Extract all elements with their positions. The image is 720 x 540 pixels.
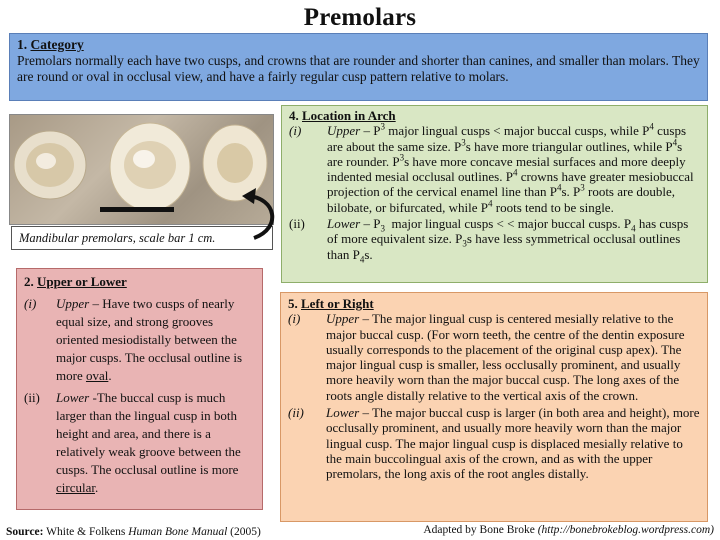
location-box [281,105,708,283]
left-right-upper-item: (i) Upper – The major lingual cusp is centered mesially relative to the major buccal cusp. (For worn teeth, the centre of the dentin exposure usually corresponds to the placement of the original cusp apex). The major lingual cusp is smaller, less occlusally prominent, and usually more heavily worn than the major buccal cusp. The long axes of the roots angle distally relative to the vertical axis of the crown. [288,311,685,403]
category-text: Premolars normally each have two cusps, and crowns that are rounder and shorter than canines, and smaller than molars. They are round or oval in occlusal view, and have a fairly regular cusp pattern relative to molars. [17,53,700,84]
adapted-credit: Adapted by Bone Broke (http://bonebrokeblog.wordpress.com) [423,524,714,536]
page-title: Premolars [303,4,417,31]
location-lower-item: (ii) Lower – $P_3$ major lingual cusps < < major buccal cusps. $P_4$ has cusps of more equivalent size. $P_3s$ have less symmetrical occlusal outlines than $P_4s$. [289,216,689,265]
teeth-illustration [10,115,274,225]
category-box [9,33,708,101]
upper-lower-upper-item: (i) Upper – Have two cusps of nearly equal size, and strong grooves oriented mesiodistally between the major cusps. The occlusal outline is more oval. [24,296,243,383]
upper-lower-lower-item: (ii) Lower -The buccal cusp is much larger than the lingual cusp in both height and area, and there is a relatively weak groove between the cusps. The occlusal outline is more circular. [24,390,241,495]
upper-lower-box [16,268,263,510]
left-right-box [280,292,708,522]
left-right-lower-item: (ii) Lower – The major buccal cusp is larger (in both area and height), more occlusally prominent, and usually more heavily worn than the major lingual cusp. The major lingual cusp is displaced mesially relative to the main buccolingual axis of the crown, and as with the upper premolars, the long axis of the root angles distally. [288,405,700,482]
premolars-photo [9,114,274,225]
location-heading: 4. Location in Arch [289,108,396,123]
upper-lower-heading: 2. Upper or Lower [24,274,127,289]
left-right-heading: 5. Left or Right [288,296,374,311]
curved-arrow-icon [240,188,286,244]
category-heading: 1. Category [17,37,84,52]
source-citation: Source: White & Folkens Human Bone Manual (2005) [6,526,261,538]
photo-caption: Mandibular premolars, scale bar 1 cm. [11,226,273,250]
location-upper-item: (i) Upper – $P^3$ major lingual cusps < major buccal cusps, while $P^4$ cusps are about the same size. $P^3s$ have more triangular outlines, while $P^4s$ are rounder. $P^3s$ have more concave mesial surfaces and more deeply indented mesial occlusal outlines. $P^4$ crowns have greater mesiobuccal projection of the cervical enamel line than $P^4s$. $P^3$ roots are double, bilobate, or bifurcated, while $P^4$ roots tend to be single. [289,121,694,215]
